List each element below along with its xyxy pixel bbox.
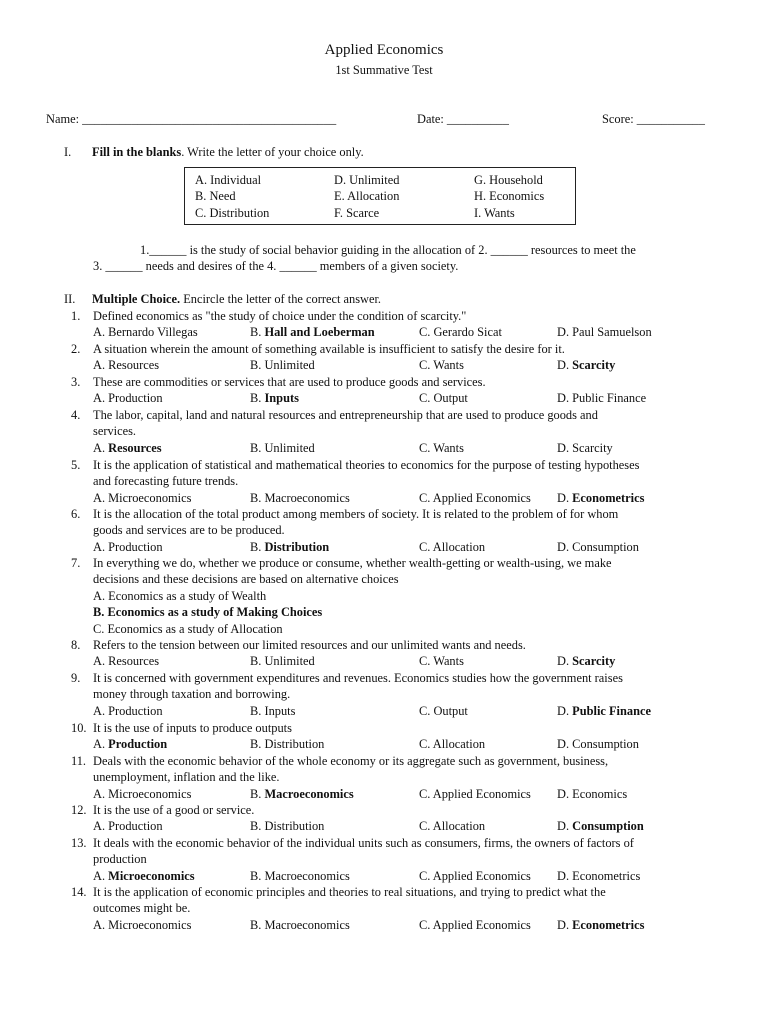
option-letter: B. Macroeconomics: [250, 490, 350, 505]
question-stem: It is the application of economic principles and theories to real situations, and trying to predict what the: [93, 885, 606, 899]
answer-option-d[interactable]: [557, 324, 652, 340]
answer-option-c[interactable]: [419, 440, 464, 456]
choice-b: B. Need: [195, 189, 236, 203]
question-stem: Refers to the tension between our limited resources and our unlimited wants and needs.: [93, 638, 526, 652]
marked-answer: Consumption: [572, 819, 644, 834]
page-subtitle: 1st Summative Test: [335, 63, 433, 77]
name-field: Name: _________________________________________: [46, 112, 337, 126]
answer-option-a[interactable]: [93, 703, 163, 719]
question-stem: The labor, capital, land and natural resources and entrepreneurship that are used to produce goods and: [93, 408, 598, 422]
choice-i: I. Wants: [474, 206, 515, 220]
answer-options: [0, 736, 768, 752]
choice-h: H. Economics: [474, 189, 545, 203]
answer-options: [0, 786, 768, 802]
section-title: Fill in the blanks: [92, 145, 182, 159]
answer-option-d[interactable]: [557, 917, 644, 933]
option-letter: C. Wants: [419, 654, 464, 669]
question-stem: decisions and these decisions are based on alternative choices: [93, 572, 399, 587]
question-number: 11.: [71, 754, 87, 768]
answer-options: [0, 539, 768, 555]
question-number: 10.: [71, 721, 87, 735]
answer-option-c[interactable]: [419, 917, 531, 933]
question-number: 13.: [71, 836, 87, 850]
answer-options: [0, 703, 768, 719]
option-letter: D. Scarcity: [557, 440, 613, 455]
question-stem: production: [93, 852, 147, 867]
answer-options: [0, 440, 768, 456]
option-letter: A. Production: [93, 703, 163, 718]
marked-answer: Econometrics: [572, 917, 645, 932]
page-title: Applied Economics: [324, 42, 444, 58]
option-letter: D. Paul Samuelson: [557, 325, 652, 340]
question-stem: It is concerned with government expenditures and revenues. Economics studies how the government raises: [93, 671, 623, 685]
answer-option-a[interactable]: [93, 539, 163, 555]
answer-option-a[interactable]: [93, 818, 163, 834]
date-field: Date: __________: [417, 112, 509, 126]
option-letter: D. Consumption: [557, 539, 639, 554]
option-letter: C. Applied Economics: [419, 490, 531, 505]
question-stem: Deals with the economic behavior of the whole economy or its aggregate such as government, business,: [93, 754, 609, 768]
option-letter: D.: [557, 358, 573, 373]
answer-option-b[interactable]: [250, 868, 350, 884]
option-letter: C. Output: [419, 391, 468, 406]
option-letter: C. Applied Economics: [419, 868, 531, 883]
answer-option-b[interactable]: [250, 390, 299, 406]
option-letter: D.: [557, 654, 573, 669]
marked-answer: Microeconomics: [108, 868, 195, 883]
question-stem: It is the use of a good or service.: [93, 803, 255, 817]
answer-options: [0, 653, 768, 669]
question-number: 6.: [71, 507, 81, 521]
question-stem: A situation wherein the amount of something available is insufficient to satisfy the desire for it.: [93, 342, 565, 356]
marked-answer: Inputs: [264, 391, 299, 406]
marked-answer: Scarcity: [572, 358, 616, 373]
question-stem: Defined economics as "the study of choice under the condition of scarcity.": [93, 309, 467, 323]
marked-answer: Scarcity: [572, 654, 616, 669]
answer-option-d[interactable]: [557, 490, 644, 506]
option-letter: C. Wants: [419, 440, 464, 455]
answer-option-a[interactable]: [93, 490, 191, 506]
answer-option-b[interactable]: [250, 703, 295, 719]
option-letter: A. Resources: [93, 654, 160, 669]
option-letter: A. Microeconomics: [93, 786, 192, 801]
option-letter: B.: [250, 325, 265, 340]
marked-answer: Production: [108, 737, 168, 752]
answer-options: [0, 818, 768, 834]
answer-option-c[interactable]: [419, 868, 531, 884]
answer-option-c[interactable]: [419, 736, 485, 752]
answer-option-c[interactable]: [419, 324, 502, 340]
option-letter: A. Bernardo Villegas: [93, 325, 198, 340]
answer-option-c[interactable]: [419, 490, 531, 506]
question-stem: outcomes might be.: [93, 901, 191, 916]
option-letter: A. Microeconomics: [93, 490, 192, 505]
answer-option-d[interactable]: [557, 357, 615, 373]
marked-answer: Public Finance: [572, 703, 651, 718]
option-letter: A.: [93, 737, 109, 752]
option-letter: A. Production: [93, 539, 163, 554]
option-letter: C. Allocation: [419, 737, 486, 752]
question-stem: and forecasting future trends.: [93, 474, 239, 489]
option-text: C. Economics as a study of Allocation: [93, 621, 283, 636]
fill-line-2: 3. ______ needs and desires of the 4. ______ members of a given society.: [93, 259, 459, 274]
option-letter: B. Distribution: [250, 737, 325, 752]
question-stem: It is the allocation of the total product among members of society. It is related to the problem of for whom: [93, 507, 619, 521]
option-letter: B. Inputs: [250, 703, 296, 718]
student-info-line: [46, 111, 726, 129]
option-letter: B. Unlimited: [250, 440, 315, 455]
fill-in-paragraph: [93, 242, 713, 275]
option-letter: D. Economics: [557, 786, 628, 801]
section-number: I.: [64, 145, 72, 159]
question-stem: It deals with the economic behavior of the individual units such as consumers, firms, the owners of factors of: [93, 836, 634, 850]
answer-option-b[interactable]: [250, 736, 324, 752]
answer-options: [0, 357, 768, 373]
option-letter: D.: [557, 703, 573, 718]
answer-option-c[interactable]: [419, 653, 464, 669]
option-letter: B. Macroeconomics: [250, 917, 350, 932]
section-instruction: Encircle the letter of the correct answer.: [180, 292, 382, 306]
option-letter: A. Resources: [93, 358, 160, 373]
answer-option-c[interactable]: [419, 703, 468, 719]
answer-option-c[interactable]: [419, 390, 468, 406]
question-number: 9.: [71, 671, 81, 685]
option-letter: D. Econometrics: [557, 868, 641, 883]
option-letter: C. Applied Economics: [419, 786, 531, 801]
answer-option-a[interactable]: [93, 357, 159, 373]
answer-option-d[interactable]: [557, 653, 615, 669]
question-number: 1.: [71, 309, 81, 323]
option-letter: D.: [557, 917, 573, 932]
answer-option-b[interactable]: [250, 917, 350, 933]
answer-option-c[interactable]: [419, 818, 485, 834]
answer-option-b[interactable]: [250, 357, 315, 373]
answer-option-d[interactable]: [557, 440, 613, 456]
option-letter: D. Public Finance: [557, 391, 647, 406]
option-letter: A.: [93, 440, 109, 455]
option-text: A. Economics as a study of Wealth: [93, 588, 267, 603]
question-stem: goods and services are to be produced.: [93, 523, 285, 538]
answer-option-c[interactable]: [419, 539, 485, 555]
answer-option-b[interactable]: [250, 539, 329, 555]
question-stem: services.: [93, 424, 137, 439]
question-number: 4.: [71, 408, 81, 422]
answer-options: [0, 868, 768, 884]
question-stem: unemployment, inflation and the like.: [93, 770, 280, 785]
answer-option-b[interactable]: [250, 324, 375, 340]
answer-option-d[interactable]: [557, 868, 640, 884]
option-letter: C. Output: [419, 703, 468, 718]
answer-option-b[interactable]: [250, 440, 315, 456]
option-letter: A. Production: [93, 391, 163, 406]
question-stem: It is the use of inputs to produce outputs: [93, 721, 292, 735]
question-number: 8.: [71, 638, 81, 652]
option-letter: D.: [557, 819, 573, 834]
section-instruction: . Write the letter of your choice only.: [181, 145, 364, 159]
option-letter: A. Microeconomics: [93, 917, 192, 932]
answer-option-d[interactable]: [557, 539, 639, 555]
option-letter: B.: [250, 786, 265, 801]
answer-option-d[interactable]: [557, 786, 627, 802]
answer-option-d[interactable]: [557, 736, 639, 752]
marked-answer: Hall and Loeberman: [264, 325, 375, 340]
fill-line-1: 1.______ is the study of social behavior guiding in the allocation of 2. ______ resources to meet the: [140, 243, 636, 257]
question-stem: In everything we do, whether we produce or consume, whether wealth-getting or wealth-using, we make: [93, 556, 612, 570]
option-letter: B.: [250, 391, 265, 406]
answer-option-a[interactable]: [93, 390, 163, 406]
option-letter: C. Allocation: [419, 539, 486, 554]
question-stem: These are commodities or services that are used to produce goods and services.: [93, 375, 486, 389]
marked-answer: Distribution: [264, 539, 330, 554]
answer-options: [0, 917, 768, 933]
option-letter: C. Wants: [419, 358, 464, 373]
option-letter: D.: [557, 490, 573, 505]
choice-g: G. Household: [474, 173, 543, 187]
question-stem: money through taxation and borrowing.: [93, 687, 291, 702]
answer-option-d[interactable]: [557, 818, 644, 834]
answer-option-a[interactable]: [93, 653, 159, 669]
option-letter: D. Consumption: [557, 737, 639, 752]
answer-option-b[interactable]: [250, 818, 324, 834]
answer-option-a[interactable]: [93, 868, 195, 884]
marked-answer: B. Economics as a study of Making Choices: [93, 605, 323, 620]
choice-e: E. Allocation: [334, 189, 400, 203]
answer-option-c[interactable]: [419, 786, 531, 802]
question-number: 3.: [71, 375, 81, 389]
answer-option-b[interactable]: [250, 786, 354, 802]
choice-a: A. Individual: [195, 173, 262, 187]
option-letter: A. Production: [93, 819, 163, 834]
answer-option-a[interactable]: [93, 786, 191, 802]
choices-box: [184, 167, 576, 225]
question-number: 2.: [71, 342, 81, 356]
section-number: II.: [64, 292, 76, 306]
option-letter: B. Unlimited: [250, 654, 315, 669]
question-number: 14.: [71, 885, 87, 899]
answer-option-a[interactable]: [93, 736, 167, 752]
choice-f: F. Scarce: [334, 206, 380, 220]
answer-option-b[interactable]: [93, 604, 322, 620]
answer-options: [0, 390, 768, 406]
section-title: Multiple Choice.: [92, 292, 181, 306]
marked-answer: Econometrics: [572, 490, 645, 505]
score-field: Score: ___________: [602, 112, 705, 126]
answer-option-a[interactable]: [93, 440, 162, 456]
answer-options: [0, 490, 768, 506]
choice-d: D. Unlimited: [334, 173, 400, 187]
option-letter: B. Macroeconomics: [250, 868, 350, 883]
choice-c: C. Distribution: [195, 206, 270, 220]
option-letter: C. Gerardo Sicat: [419, 325, 502, 340]
answer-option-a[interactable]: [93, 324, 198, 340]
option-letter: C. Allocation: [419, 819, 486, 834]
option-letter: C. Applied Economics: [419, 917, 531, 932]
answer-option-b[interactable]: [250, 653, 315, 669]
question-number: 5.: [71, 458, 81, 472]
answer-option-a[interactable]: [93, 588, 266, 604]
question-number: 12.: [71, 803, 87, 817]
answer-option-b[interactable]: [250, 490, 350, 506]
question-number: 7.: [71, 556, 81, 570]
option-letter: B. Unlimited: [250, 358, 315, 373]
answer-option-a[interactable]: [93, 917, 191, 933]
answer-option-c[interactable]: [419, 357, 464, 373]
marked-answer: Resources: [108, 440, 162, 455]
answer-option-c[interactable]: [93, 621, 283, 637]
answer-option-d[interactable]: [557, 703, 651, 719]
question-stem: It is the application of statistical and mathematical theories to economics for the purpose of testing hypotheses: [93, 458, 640, 472]
answer-option-d[interactable]: [557, 390, 646, 406]
option-letter: B. Distribution: [250, 819, 325, 834]
option-letter: B.: [250, 539, 265, 554]
option-letter: A.: [93, 868, 109, 883]
marked-answer: Macroeconomics: [264, 786, 354, 801]
answer-options: [0, 324, 768, 340]
